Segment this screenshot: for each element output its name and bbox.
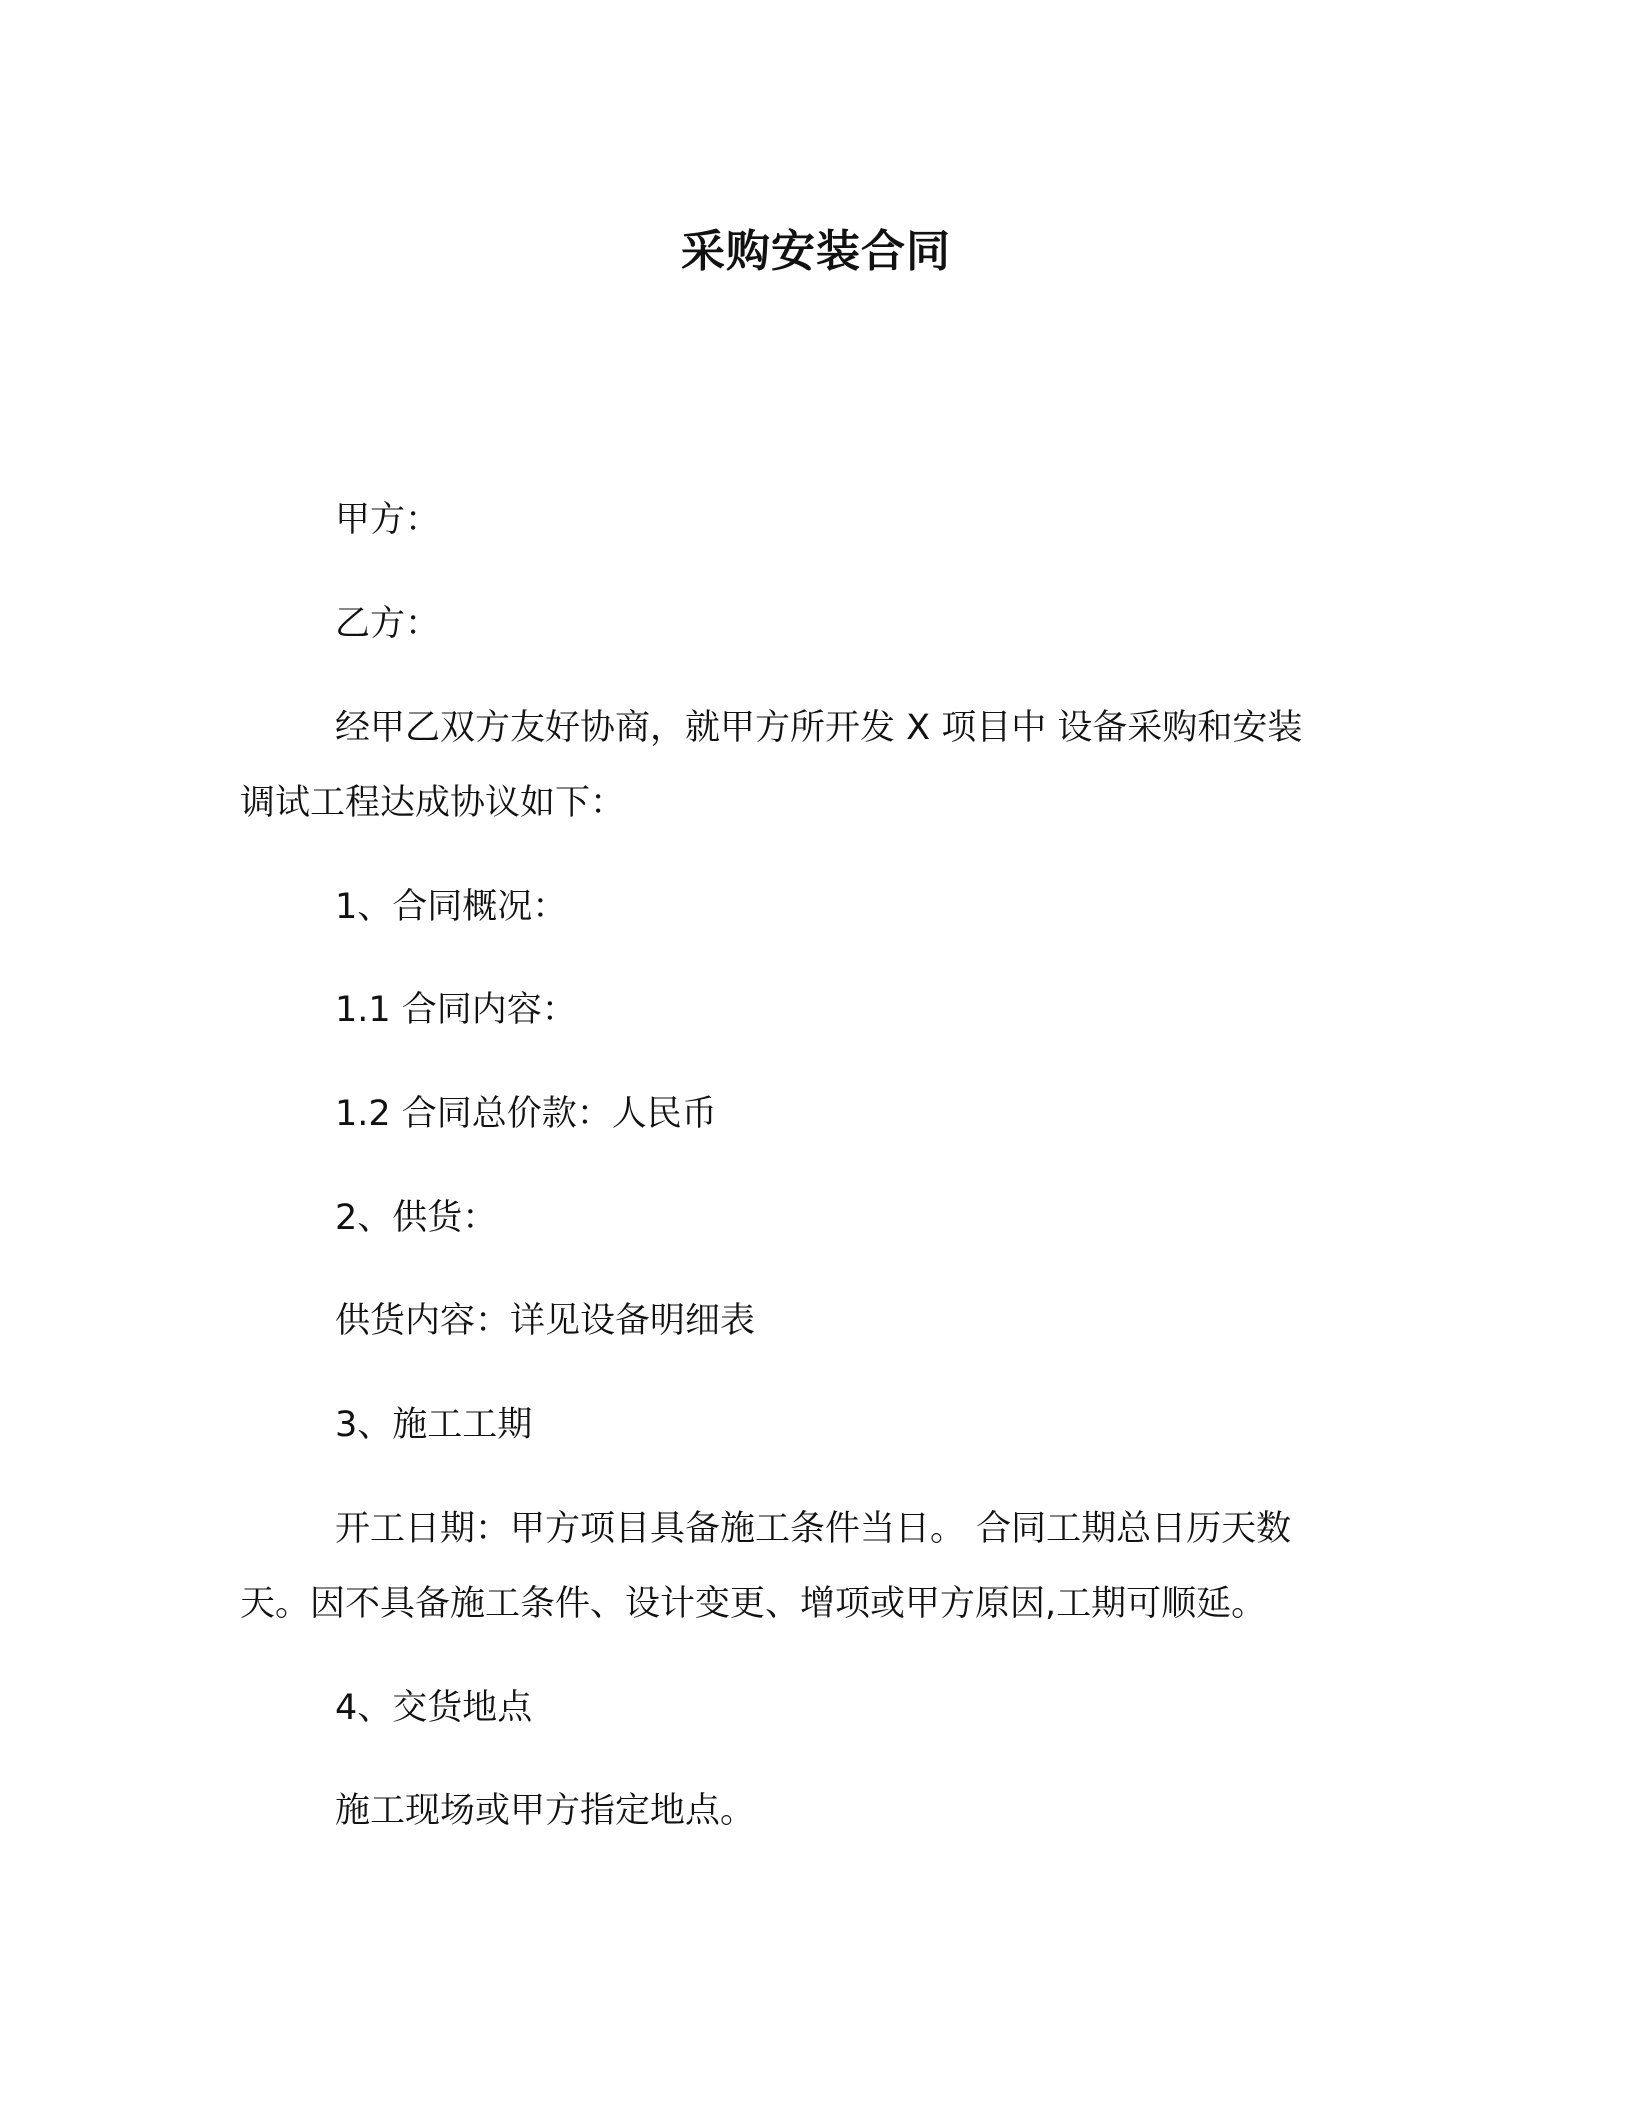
section-3-body-line-2: 天。因不具备施工条件、设计变更、增项或甲方原因,工期可顺延。	[240, 1584, 1267, 1624]
section-3-heading: 3、施工工期	[335, 1405, 533, 1445]
section-1-1-contract-content: 1.1 合同内容：	[335, 990, 577, 1030]
section-1-heading: 1、合同概况：	[335, 887, 568, 927]
intro-paragraph-line-1: 经甲乙双方友好协商，就甲方所开发 X 项目中 设备采购和安装	[335, 708, 1303, 748]
intro-paragraph-line-2: 调试工程达成协议如下：	[240, 783, 626, 823]
party-b-label: 乙方：	[335, 604, 441, 644]
section-4-heading: 4、交货地点	[335, 1688, 533, 1728]
section-3-body-line-1: 开工日期：甲方项目具备施工条件当日。 合同工期总日历天数	[335, 1509, 1292, 1549]
section-2-heading: 2、供货：	[335, 1198, 498, 1238]
party-a-label: 甲方：	[335, 500, 441, 540]
section-4-body: 施工现场或甲方指定地点。	[335, 1791, 756, 1831]
document-title: 采购安装合同	[681, 226, 951, 277]
section-2-body: 供货内容：详见设备明细表	[335, 1301, 756, 1341]
section-1-2-contract-price: 1.2 合同总价款：人民币	[335, 1094, 717, 1134]
